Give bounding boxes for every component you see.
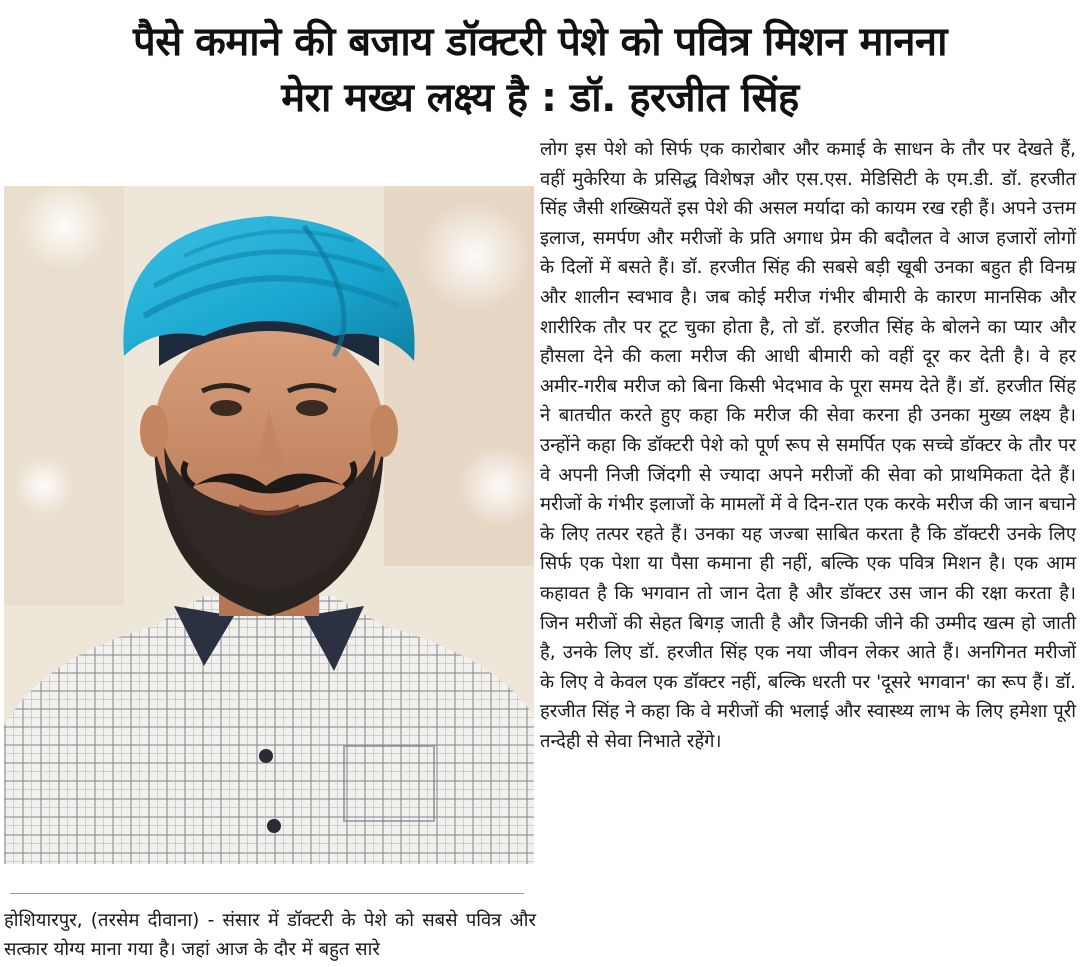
portrait-photo: [4, 186, 534, 864]
headline-line-2: मेरा मख्य लक्ष्य है : डॉ. हरजीत सिंह: [281, 75, 799, 121]
headline-line-1: पैसे कमाने की बजाय डॉक्टरी पेशे को पवित्र मिशन मानना: [132, 19, 947, 65]
headline: [0, 14, 1080, 126]
article-intro: होशियारपुर, (तरसेम दीवाना) - संसार में डॉक्टरी के पेशे को सबसे पवित्र और सत्कार योग्य माना गया है। जहां आज के दौर में बहुत सारे: [4, 910, 536, 960]
photo-divider: [10, 893, 524, 894]
article-body: लोग इस पेशे को सिर्फ एक कारोबार और कमाई के साधन के तौर पर देखते हैं, वहीं मुकेरिया के प्रसिद्ध विशेषज्ञ और एस.एस. मेडिसिटी के एम.डी. डॉ. हरजीत सिंह जैसी शख्सियतें इस पेशे की असल मर्यादा को कायम रख रही हैं। अपने उत्तम इलाज, समर्पण और मरीजों के प्रति अगाध प्रेम की बदौलत वे आज हजारों लोगों के दिलों में बसते हैं। डॉ. हरजीत सिंह की सबसे बड़ी खूबी उनका बहुत ही विनम्र और शालीन स्वभाव है। जब कोई मरीज गंभीर बीमारी के कारण मानसिक और शारीरिक तौर पर टूट चुका होता है, तो डॉ. हरजीत सिंह के बोलने का प्यार और हौसला देने की कला मरीज की आधी बीमारी को वहीं दूर कर देती है। वे हर अमीर-गरीब मरीज को बिना किसी भेदभाव के पूरा समय देते हैं। डॉ. हरजीत सिंह ने बातचीत करते हुए कहा कि मरीज की सेवा करना ही उनका मुख्य लक्ष्य है। उन्होंने कहा कि डॉक्टरी पेशे को पूर्ण रूप से समर्पित एक सच्चे डॉक्टर के तौर पर वे अपनी निजी जिंदगी से ज्यादा अपने मरीजों की सेवा को प्राथमिकता देते हैं। मरीजों के गंभीर इलाजों के मामलों में वे दिन-रात एक करके मरीज की जान बचाने के लिए तत्पर रहते हैं। उनका यह जज्बा साबित करता है कि डॉक्टरी उनके लिए सिर्फ एक पेशा या पैसा कमाना ही नहीं, बल्कि एक पवित्र मिशन है। एक आम कहावत है कि भगवान तो जान देता है और डॉक्टर उस जान की रक्षा करता है। जिन मरीजों की सेहत बिगड़ जाती है और जिनकी जीने की उम्मीद खत्म हो जाती है, उनके लिए डॉ. हरजीत सिंह एक नया जीवन लेकर आते हैं। अनगिनत मरीजों के लिए वे केवल एक डॉक्टर नहीं, बल्कि धरती पर 'दूसरे भगवान' का रूप हैं। डॉ. हरजीत सिंह ने कहा कि वे मरीजों की भलाई और स्वास्थ्य लाभ के लिए हमेशा पूरी तन्देही से सेवा निभाते रहेंगे।: [540, 139, 1076, 752]
portrait-illustration: [4, 186, 534, 864]
